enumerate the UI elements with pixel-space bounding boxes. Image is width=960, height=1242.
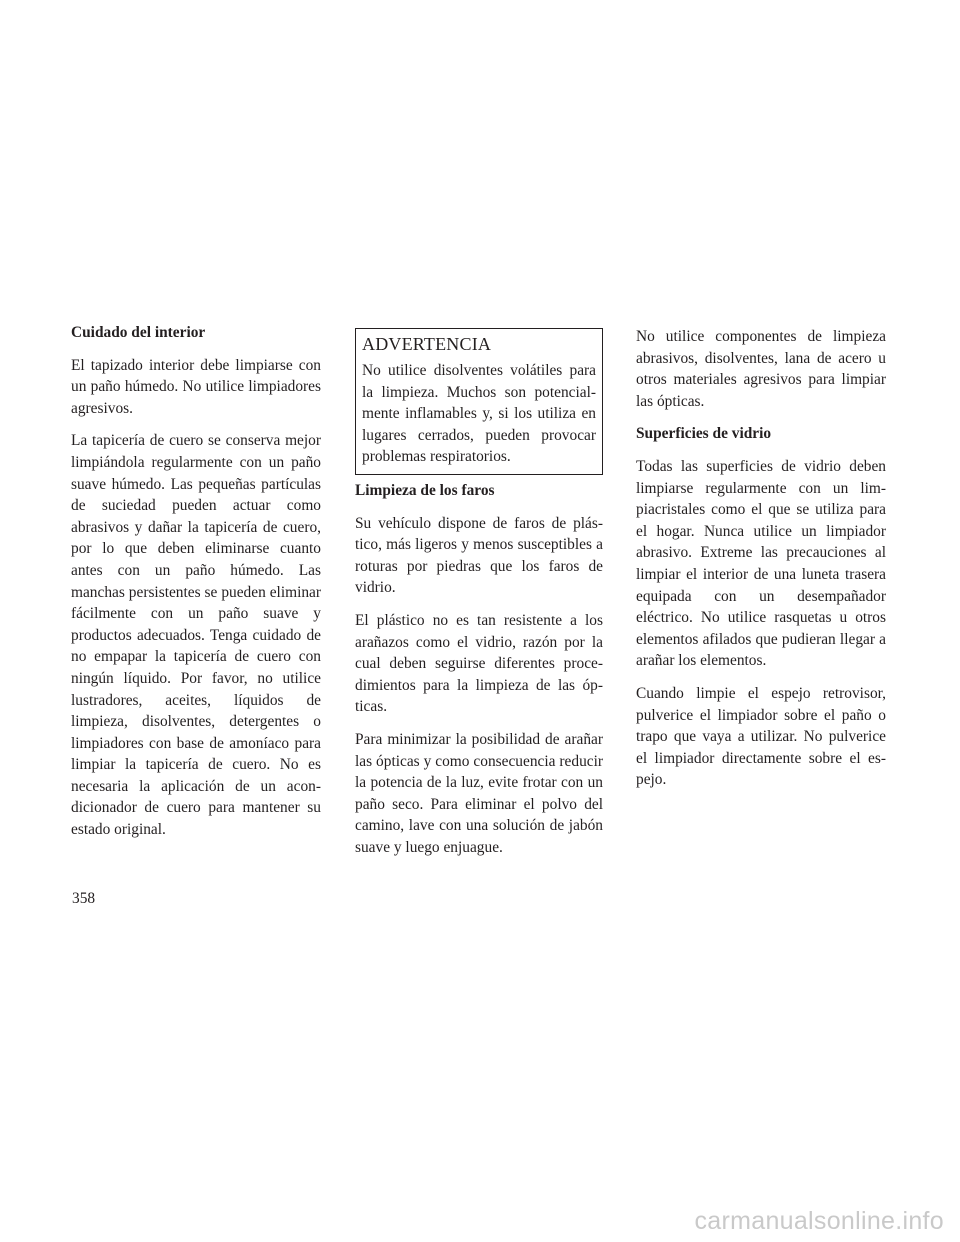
column-right (636, 326, 886, 802)
section-heading-glass-surfaces: Superficies de vidrio (636, 425, 772, 443)
warning-title: ADVERTENCIA (362, 334, 492, 354)
warning-text: No utilice disolventes volátiles para la limpieza. Muchos son potencialmente inflamables y, si los utiliza en lugares cerrados, pueden provocar problemas respiratorios. (362, 362, 596, 466)
paragraph-scratch-resistance: El plástico no es tan resistente a los arañazos como el vidrio, razón por la cual deben seguirse diferentes procedimientos para la limpieza de las ópticas. (355, 611, 603, 716)
paragraph-mirror-cleaning: Cuando limpie el espejo retrovisor, pulverice el limpiador sobre el paño o trapo que vaya a utilizar. No pulverice el limpiador directamente sobre el espejo. (636, 684, 886, 789)
watermark: carmanualsonline.info (694, 1207, 944, 1235)
paragraph-leather-care: La tapicería de cuero se conserva mejor limpiándola regularmente con un paño suave húmedo. Las pequeñas partículas de suciedad pueden actuar como abrasivos y dañar la tapicería de cuero, por lo que deben eliminarse cuanto antes con un paño húmedo. Las manchas persistentes se pueden eliminar fácilmente con un paño suave y productos adecuados. Tenga cuidado de no empapar la tapicería de cuero con ningún líquido. Por favor, no utilice lustradores, aceites, líquidos de limpieza, disolventes, detergentes o limpiadores con base de amoníaco para limpiar la tapicería de cuero. No es necesaria la aplicación de un acondicionador de cuero para mantener su estado original. (71, 432, 321, 839)
column-middle (355, 322, 603, 869)
paragraph-interior-upholstery: El tapizado interior debe limpiarse con un paño húmedo. No utilice limpiadores agresivos. (71, 356, 321, 417)
paragraph-glass-cleaning: Todas las superficies de vidrio deben limpiarse regularmente con un limpiacristales como el que se utiliza para el hogar. Nunca utilice un limpiador abrasivo. Extreme las precauciones al limpiar el interior de una luneta trasera equipada con un desempañador eléctrico. No utilice rasquetas u otros elementos afilados que pudieran llegar a arañar los elementos. (636, 457, 886, 670)
section-heading-interior-care: Cuidado del interior (71, 324, 206, 341)
paragraph-plastic-headlamps: Su vehículo dispone de faros de plástico, más ligeros y menos susceptibles a roturas por piedras que los faros de vidrio. (355, 514, 603, 597)
warning-box (355, 328, 603, 475)
paragraph-no-abrasives: No utilice componentes de limpieza abrasivos, disolventes, lana de acero u otros materiales agresivos para limpiar las ópticas. (636, 328, 886, 410)
page-number: 358 (72, 890, 96, 907)
section-heading-headlamp-cleaning: Limpieza de los faros (355, 481, 495, 499)
paragraph-minimize-scratching: Para minimizar la posibilidad de arañar las ópticas y como consecuencia reducir la potencia de la luz, evite frotar con un paño seco. Para eliminar el polvo del camino, lave con una solución de jabón suave y luego enjuague. (355, 730, 603, 856)
column-left (71, 322, 321, 852)
